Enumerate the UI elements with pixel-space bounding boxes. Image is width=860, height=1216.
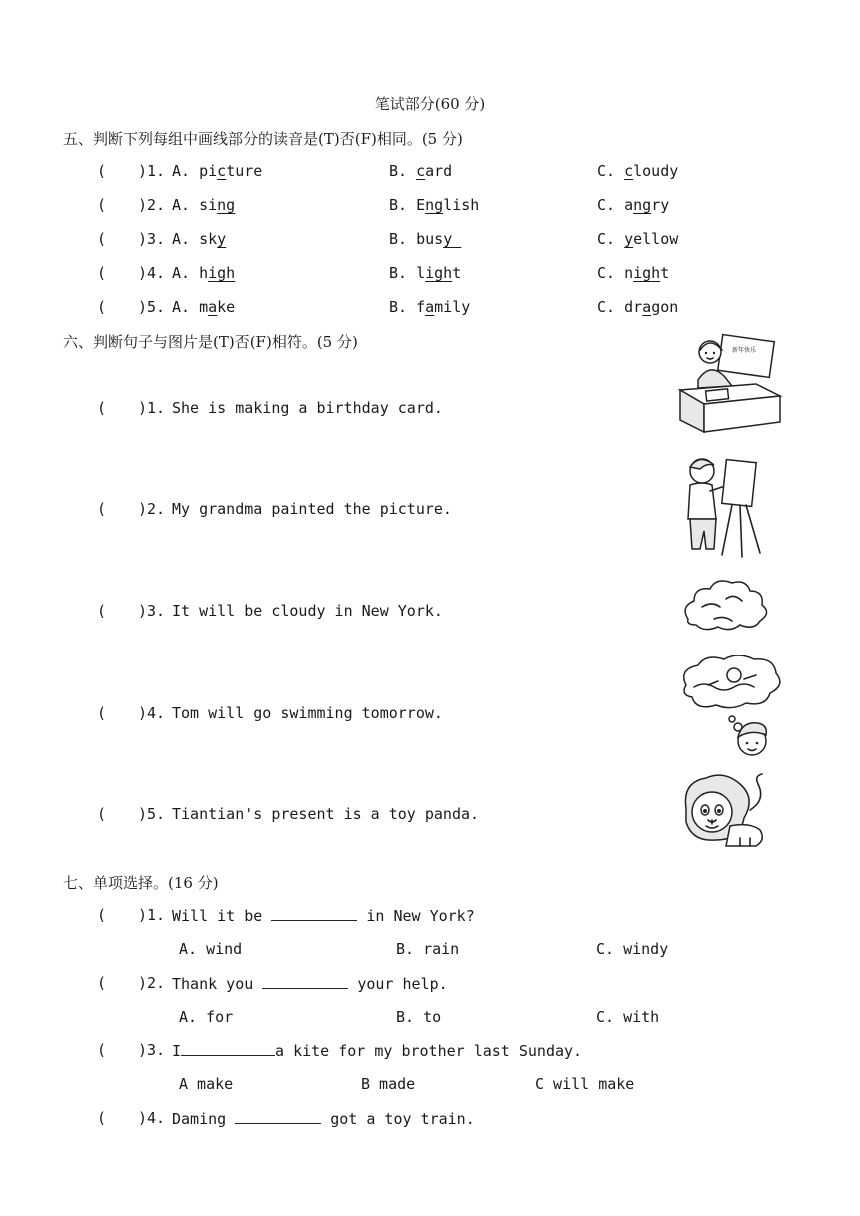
option-c: C. dragon (597, 298, 679, 316)
svg-text:新年快乐: 新年快乐 (732, 347, 757, 354)
item-number: )5. (138, 805, 166, 823)
option-b[interactable]: B. rain (396, 940, 460, 958)
item-number: )4. (138, 1109, 166, 1127)
sentence: She is making a birthday card. (172, 399, 443, 417)
answer-paren[interactable]: ( (97, 1109, 107, 1127)
answer-paren[interactable]: ( (97, 264, 107, 282)
answer-blank[interactable] (181, 1041, 275, 1056)
answer-paren[interactable]: ( (97, 974, 107, 992)
option-b: B. English (389, 196, 480, 214)
option-c: C. yellow (597, 230, 679, 248)
option-a: A. high (172, 264, 236, 282)
option-a[interactable]: A. for (179, 1008, 234, 1026)
sentence: Tom will go swimming tomorrow. (172, 704, 443, 722)
item-number: )5. (138, 298, 166, 316)
option-c: C. night (597, 264, 670, 282)
option-a: A. picture (172, 162, 263, 180)
option-b[interactable]: B made (361, 1075, 416, 1093)
option-c: C. cloudy (597, 162, 679, 180)
option-c[interactable]: C will make (535, 1075, 635, 1093)
answer-paren[interactable]: ( (97, 906, 107, 924)
option-c: C. angry (597, 196, 670, 214)
page-title: 笔试部分(60 分) (374, 95, 486, 113)
toy-lion-picture (680, 770, 774, 850)
answer-paren[interactable]: ( (97, 805, 107, 823)
answer-blank[interactable] (271, 906, 357, 921)
option-b: B. busy (389, 230, 462, 248)
item-number: )3. (138, 1041, 166, 1059)
item-number: )4. (138, 264, 166, 282)
option-a: A. make (172, 298, 236, 316)
item-number: )1. (138, 906, 166, 924)
answer-paren[interactable]: ( (97, 1041, 107, 1059)
option-c[interactable]: C. with (596, 1008, 660, 1026)
item-number: )1. (138, 162, 166, 180)
girl-making-card-picture (676, 332, 786, 440)
question-text: Thank you your help. (172, 975, 448, 993)
question-text: I a kite for my brother last Sunday. (172, 1042, 583, 1060)
option-a: A. sky (172, 230, 227, 248)
boy-dreaming-swimming-picture (680, 655, 784, 763)
question-text: Daming got a toy train. (172, 1110, 475, 1128)
option-b: B. card (389, 162, 453, 180)
item-number: )3. (138, 230, 166, 248)
answer-blank[interactable] (262, 974, 348, 989)
answer-paren[interactable]: ( (97, 162, 107, 180)
item-number: )2. (138, 196, 166, 214)
answer-paren[interactable]: ( (97, 399, 107, 417)
item-number: )3. (138, 602, 166, 620)
answer-paren[interactable]: ( (97, 704, 107, 722)
question-text: Will it be in New York? (172, 907, 475, 925)
option-c[interactable]: C. windy (596, 940, 669, 958)
cloud-picture (680, 575, 770, 637)
item-number: )2. (138, 974, 166, 992)
option-b: B. family (389, 298, 471, 316)
option-a: A. sing (172, 196, 236, 214)
section-6-heading: 六、判断句子与图片是(T)否(F)相符。(5 分) (63, 333, 358, 351)
answer-paren[interactable]: ( (97, 298, 107, 316)
item-number: )2. (138, 500, 166, 518)
sentence: My grandma painted the picture. (172, 500, 452, 518)
answer-paren[interactable]: ( (97, 230, 107, 248)
option-b[interactable]: B. to (396, 1008, 442, 1026)
option-b: B. light (389, 264, 462, 282)
option-a[interactable]: A make (179, 1075, 234, 1093)
answer-paren[interactable]: ( (97, 602, 107, 620)
item-number: )1. (138, 399, 166, 417)
section-7-heading: 七、单项选择。(16 分) (63, 874, 219, 892)
answer-paren[interactable]: ( (97, 196, 107, 214)
sentence: Tiantian's present is a toy panda. (172, 805, 480, 823)
section-5-heading: 五、判断下列每组中画线部分的读音是(T)否(F)相同。(5 分) (63, 130, 463, 148)
boy-painting-picture (680, 455, 770, 560)
answer-blank[interactable] (235, 1109, 321, 1124)
item-number: )4. (138, 704, 166, 722)
option-a[interactable]: A. wind (179, 940, 243, 958)
sentence: It will be cloudy in New York. (172, 602, 443, 620)
answer-paren[interactable]: ( (97, 500, 107, 518)
